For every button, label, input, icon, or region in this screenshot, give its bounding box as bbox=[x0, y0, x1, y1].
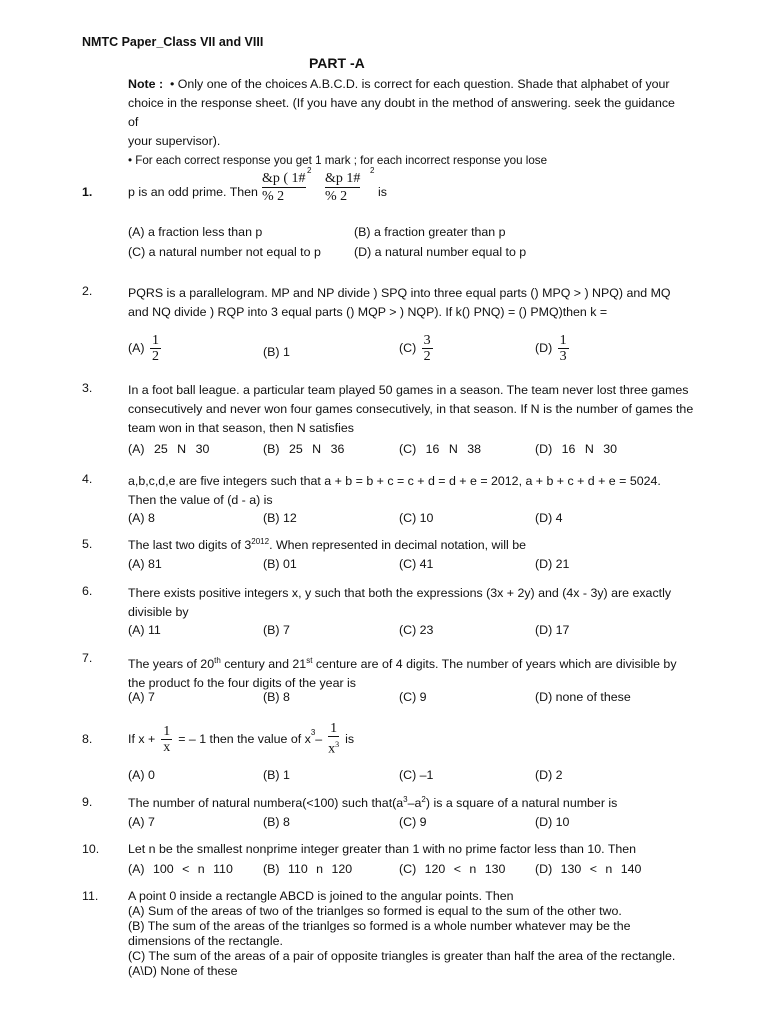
q6-line-2: divisible by bbox=[128, 605, 189, 619]
q2-frac-a: $\frac{1}{2}$ bbox=[151, 333, 159, 364]
q3-option-a: (A) 25 N 30 bbox=[128, 442, 210, 456]
q2-number: 2. bbox=[82, 284, 93, 298]
q6-option-a: (A) 11 bbox=[128, 623, 161, 637]
q1-text: p is an odd prime. Then bbox=[128, 185, 258, 199]
q2-text bbox=[128, 284, 698, 322]
q10-option-c: (C) 120 < n 130 bbox=[399, 862, 506, 876]
q9-number: 9. bbox=[82, 795, 93, 809]
q6-option-d: (D) 17 bbox=[535, 623, 570, 637]
q1-expr2-top: &p 1# bbox=[325, 171, 361, 186]
q11-option-b-line-1: (B) The sum of the areas of the trianlges so formed is a whole number whatever may be the bbox=[128, 919, 631, 933]
q8-option-a: (A) 0 bbox=[128, 768, 155, 782]
q7-option-b: (B) 8 bbox=[263, 690, 290, 704]
note-line-1: Note : • Only one of the choices A.B.C.D. is correct for each question. Shade that alphabet of your bbox=[128, 77, 670, 91]
q5-option-d: (D) 21 bbox=[535, 557, 570, 571]
q5-option-b: (B) 01 bbox=[263, 557, 297, 571]
q3-number: 3. bbox=[82, 381, 93, 395]
q10-number: 10. bbox=[82, 842, 100, 856]
q1-is: is bbox=[378, 185, 387, 199]
q7-text bbox=[128, 651, 698, 693]
note-line-4: • For each correct response you get 1 mark ; for each incorrect response you lose bbox=[128, 154, 548, 167]
q9-text: The number of natural numbera(<100) such $that(a^3-a^2)$ is a square of a natural number is bbox=[128, 795, 618, 811]
q8-frac-1: $\frac{1}{x}$ bbox=[163, 723, 171, 755]
q1-option-c: (C) a natural number not equal to p bbox=[128, 245, 321, 259]
q11-text bbox=[128, 889, 698, 979]
q5-text: The last two digits of $3^{2012}$. When represented in decimal notation, will be bbox=[128, 537, 526, 553]
q6-number: 6. bbox=[82, 584, 93, 598]
paper-header: NMTC Paper_Class VII and VIII bbox=[82, 35, 264, 49]
q3-option-b: (B) 25 N 36 bbox=[263, 442, 345, 456]
q4-line-1: a,b,c,d,e are five integers such that a + b = b + c = c + d = d + e = 2012, a + b + c + d + e = 5024. bbox=[128, 474, 661, 488]
note-line-2: choice in the response sheet. (If you have any doubt in the method of answering. seek the guidance of bbox=[128, 96, 675, 129]
q2-frac-d: $\frac{1}{3}$ bbox=[559, 333, 567, 364]
q1-expr2-bot: % 2 bbox=[325, 189, 348, 204]
q4-option-a: (A) 8 bbox=[128, 511, 155, 525]
q11-option-b-line-2: dimensions of the rectangle. bbox=[128, 934, 283, 948]
q11-line-1: A point 0 inside a rectangle ABCD is joined to the angular points. Then bbox=[128, 889, 514, 903]
q8-option-b: (B) 1 bbox=[263, 768, 290, 782]
q2-line-1: PQRS is a parallelogram. MP and NP divide ) SPQ into three equal parts () MPQ > ) NPQ) and MQ bbox=[128, 286, 671, 300]
q1-option-d: (D) a natural number equal to p bbox=[354, 245, 527, 259]
q6-line-1: There exists positive integers x, y such that both the expressions (3x + 2y) and (4x - 3y) are exactly bbox=[128, 586, 672, 600]
q4-number: 4. bbox=[82, 472, 93, 486]
q10-option-a: (A) 100 < n 110 bbox=[128, 862, 233, 876]
q2-option-c: (C) $\frac{3}{2}$ bbox=[399, 333, 431, 364]
q8-option-c: (C) –1 bbox=[399, 768, 434, 782]
q8-option-d: (D) 2 bbox=[535, 768, 563, 782]
q3-option-c: (C) 16 N 38 bbox=[399, 442, 482, 456]
q2-option-b: (B) 1 bbox=[263, 345, 290, 359]
q3-option-d: (D) 16 N 30 bbox=[535, 442, 618, 456]
q9-option-d: (D) 10 bbox=[535, 815, 570, 829]
q7-option-a: (A) 7 bbox=[128, 690, 155, 704]
q8-frac-2: $\frac{1}{x^3}$ bbox=[328, 721, 340, 757]
q5-number: 5. bbox=[82, 537, 93, 551]
q9-option-a: (A) 7 bbox=[128, 815, 155, 829]
q9-option-c: (C) 9 bbox=[399, 815, 427, 829]
q2-frac-c: $\frac{3}{2}$ bbox=[423, 333, 431, 364]
q1-option-b: (B) a fraction greater than p bbox=[354, 225, 506, 239]
q8-text: If x + $\frac{1}{x}$ = – 1 then the value of x $^3$ – $\frac{1}{x^3}$ is bbox=[128, 721, 355, 757]
q11-option-d: (A\D) None of these bbox=[128, 964, 238, 978]
q1-expr1-bot: % 2 bbox=[262, 189, 285, 204]
note-line-3: your supervisor). bbox=[128, 134, 221, 148]
q3-line-1: In a foot ball league. a particular team played 50 games in a season. The team never lost three games bbox=[128, 383, 689, 397]
q11-option-c: (C) The sum of the areas of a pair of opposite triangles is greater than half the area of the rectangle. bbox=[128, 949, 676, 963]
q5-option-a: (A) 81 bbox=[128, 557, 162, 571]
q1-exp2: 2 bbox=[370, 166, 375, 175]
q7-option-d: (D) none of these bbox=[535, 690, 631, 704]
q4-option-c: (C) 10 bbox=[399, 511, 434, 525]
q6-option-b: (B) 7 bbox=[263, 623, 290, 637]
q8-number: 8. bbox=[82, 732, 93, 746]
q5-option-c: (C) 41 bbox=[399, 557, 434, 571]
q11-option-a: (A) Sum of the areas of two of the trianlges so formed is equal to the sum of the other two. bbox=[128, 904, 622, 918]
q1-number: 1. bbox=[82, 185, 93, 199]
q1-option-a: (A) a fraction less than p bbox=[128, 225, 263, 239]
q7-option-c: (C) 9 bbox=[399, 690, 427, 704]
q2-option-d: (D) $\frac{1}{3}$ bbox=[535, 333, 567, 364]
q3-line-3: team won in that season, then N satisfies bbox=[128, 421, 354, 435]
q3-line-2: consecutively and never won four games consecutively, in that season. If N is the number of games the bbox=[128, 402, 694, 416]
q10-option-b: (B) 110 n 120 bbox=[263, 862, 353, 876]
q6-option-c: (C) 23 bbox=[399, 623, 434, 637]
q6-text bbox=[128, 584, 698, 622]
q4-line-2: Then the value of (d - a) is bbox=[128, 493, 273, 507]
q1-expr1 bbox=[262, 170, 306, 205]
q1-expr1-top: &p ( 1# bbox=[262, 171, 306, 186]
q4-text bbox=[128, 472, 698, 510]
part-title: PART -A bbox=[309, 55, 365, 71]
note-label: Note : bbox=[128, 77, 164, 91]
q11-number: 11. bbox=[82, 889, 99, 903]
q2-line-2: and NQ divide ) RQP into 3 equal parts () MQP > ) NQP). If k() PNQ) = () PMQ)then k = bbox=[128, 305, 608, 319]
q10-option-d: (D) 130 < n 140 bbox=[535, 862, 642, 876]
q1-exp1: 2 bbox=[307, 166, 312, 175]
q4-option-b: (B) 12 bbox=[263, 511, 297, 525]
q7-number: 7. bbox=[82, 651, 93, 665]
q9-option-b: (B) 8 bbox=[263, 815, 290, 829]
q1-expr2 bbox=[325, 170, 360, 205]
note-block bbox=[128, 75, 688, 170]
q2-option-a: (A) $\frac{1}{2}$ bbox=[128, 333, 159, 364]
q7-line-1: The years of 20th century and 21st centure are of 4 digits. The number of years which are divisible by bbox=[128, 656, 677, 672]
q7-line-2: the product fo the four digits of the year is bbox=[128, 676, 356, 691]
q10-text: Let n be the smallest nonprime integer greater than 1 with no prime factor less than 10. Then bbox=[128, 842, 637, 856]
q3-text bbox=[128, 381, 698, 438]
q4-option-d: (D) 4 bbox=[535, 511, 563, 525]
